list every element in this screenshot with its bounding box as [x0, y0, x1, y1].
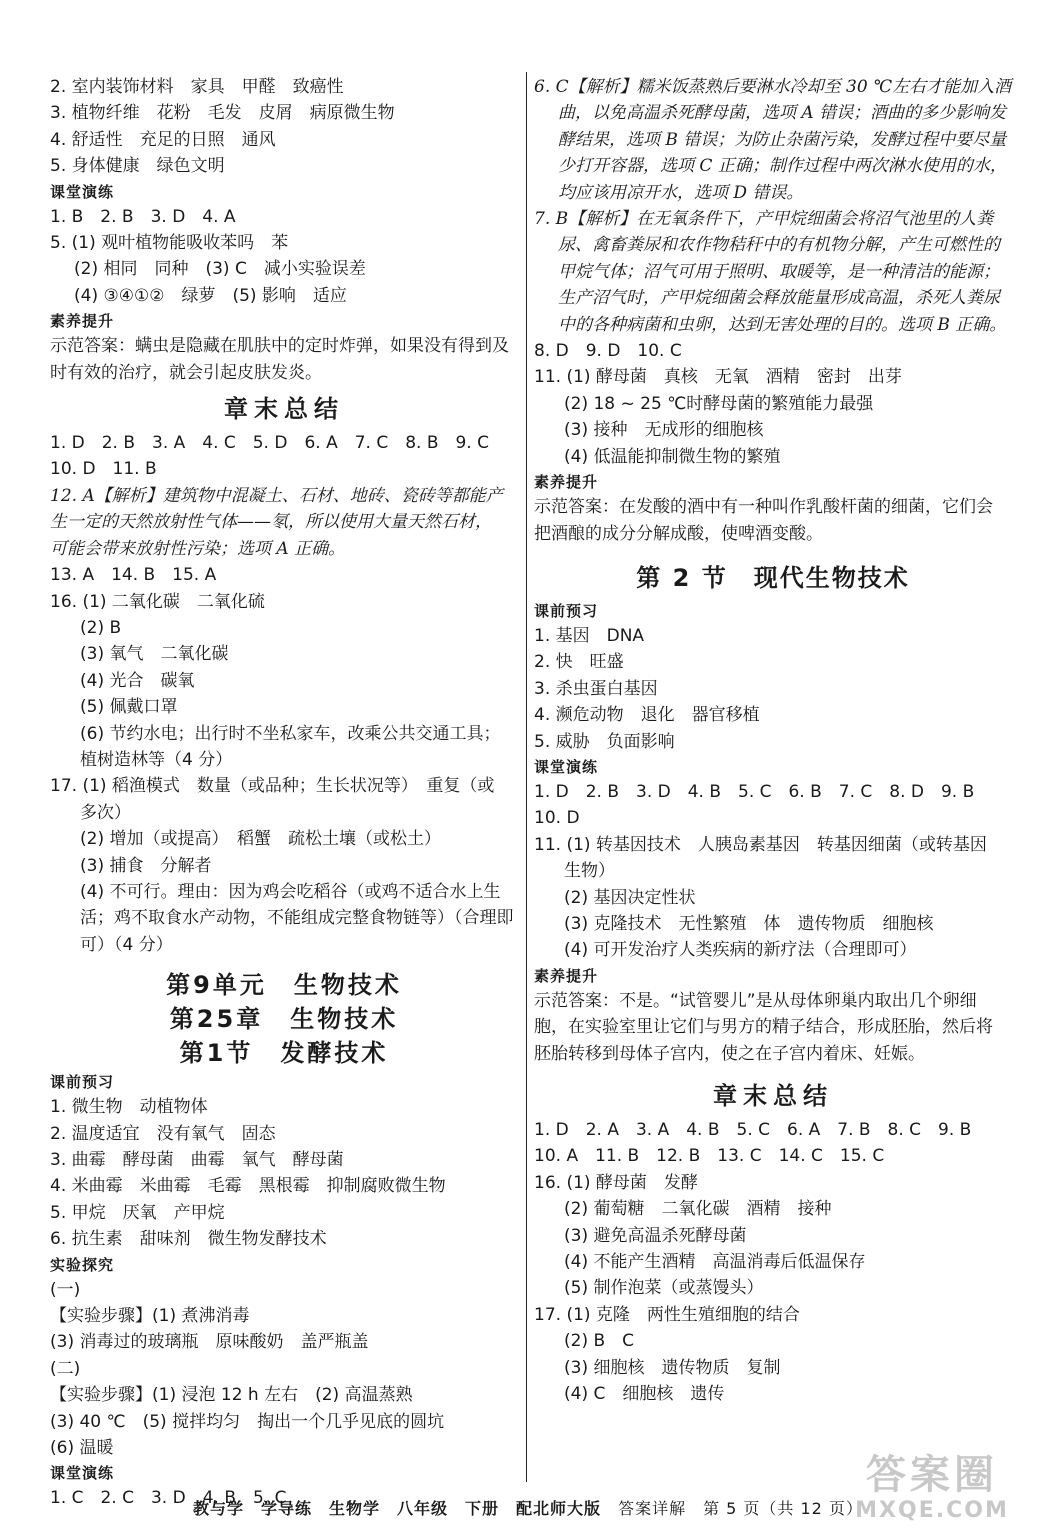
answer-line: (3) 消毒过的玻璃瓶 原味酸奶 盖严瓶盖 — [50, 1332, 369, 1353]
answer-line: 把酒酿的成分分解成酸，使啤酒变酸。 — [534, 523, 823, 544]
watermark-text: 答案圈 — [866, 1452, 998, 1498]
left-column — [50, 74, 518, 1512]
answer-line: (5) 佩戴口罩 — [80, 697, 178, 718]
answer-line: 植树造林等（4 分） — [80, 749, 233, 770]
answer-line: 1. D 2. B 3. D 4. B 5. C 6. B 7. C 8. D 9. B — [534, 781, 975, 802]
answer-line: 时有效的治疗，就会引起皮肤发炎。 — [50, 362, 322, 383]
answer-line: 1. D 2. A 3. A 4. B 5. C 6. A 7. B 8. C 9. B — [534, 1120, 972, 1140]
section-heading: 实验探究 — [50, 1255, 115, 1274]
explanation-line: 12. A【解析】建筑物中混凝土、石材、地砖、瓷砖等都能产 — [50, 485, 503, 506]
answer-line: 13. A 14. B 15. A — [50, 565, 217, 586]
answer-line: (2) 葡萄糖 二氧化碳 酒精 接种 — [564, 1199, 832, 1220]
answer-line: 10. D — [534, 808, 580, 829]
chapter-summary-title: 章末总结 — [224, 395, 344, 424]
answer-line: (3) 避免高温杀死酵母菌 — [564, 1225, 747, 1246]
answer-line: 2. 温度适宜 没有氧气 固态 — [50, 1123, 276, 1144]
explanation-line: 甲烷气体；沼气可用于照明、取暖等，是一种清洁的能源； — [558, 261, 1000, 282]
answer-line: (3) 细胞核 遗传物质 复制 — [564, 1357, 781, 1378]
answer-line: (二) — [50, 1358, 81, 1379]
explanation-line: 生产沼气时，产甲烷细菌会释放能量形成高温，杀死人粪尿 — [558, 288, 1000, 309]
answer-line: 多次） — [80, 802, 131, 823]
answer-line: (一) — [50, 1279, 81, 1300]
answer-line: 1. 基因 DNA — [534, 625, 645, 646]
explanation-line: 6. C【解析】糯米饭蒸熟后要淋水冷却至 30 ℃左右才能加入酒 — [534, 77, 1012, 97]
section-heading: 课堂演练 — [50, 1464, 115, 1483]
answer-line: (3) 接种 无成形的细胞核 — [564, 420, 764, 441]
answer-line: 可）（4 分） — [80, 934, 173, 955]
answer-line: (3) 40 ℃ (5) 搅拌均匀 掏出一个几乎见底的圆坑 — [50, 1411, 445, 1432]
answer-line: 4. 米曲霉 米曲霉 毛霉 黑根霉 抑制腐败微生物 — [50, 1176, 446, 1197]
answer-line: 16. (1) 二氧化碳 二氧化硫 — [50, 591, 265, 612]
answer-line: 示范答案：不是。“试管婴儿”是从母体卵巢内取出几个卵细 — [534, 990, 977, 1011]
answer-line: 5. 甲烷 厌氧 产甲烷 — [50, 1202, 225, 1223]
answer-line: 2. 室内装饰材料 家具 甲醛 致癌性 — [50, 77, 344, 97]
section-heading: 课前预习 — [50, 1073, 115, 1092]
unit-title: 第9单元 生物技术 — [166, 971, 402, 1000]
answer-line: 8. D 9. D 10. C — [534, 341, 682, 362]
answer-line: 11. (1) 酵母菌 真核 无氧 酒精 密封 出芽 — [534, 367, 902, 388]
answer-line: 6. 抗生素 甜味剂 微生物发酵技术 — [50, 1229, 327, 1250]
explanation-line: 均应该用凉开水，选项 D 错误。 — [558, 182, 804, 203]
answer-line: 生物） — [564, 861, 615, 882]
answer-line: 1. 微生物 动植物体 — [50, 1097, 208, 1118]
section-heading: 素养提升 — [534, 473, 599, 492]
explanation-line: 少打开容器，选项 C 正确；制作过程中两次淋水使用的水， — [558, 156, 1007, 177]
explanation-line: 中的各种病菌和虫卵，达到无害处理的目的。选项 B 正确。 — [558, 314, 1007, 335]
answer-line: 1. C 2. C 3. D 4. B 5. C — [50, 1488, 287, 1509]
explanation-line: 生一定的天然放射性气体——氡，所以使用大量天然石材， — [50, 512, 492, 533]
answer-line: (2) 增加（或提高） 稻蟹 疏松土壤（或松土） — [80, 829, 441, 850]
answer-line: 17. (1) 克隆 两性生殖细胞的结合 — [534, 1304, 800, 1325]
answer-line: 5. 身体健康 绿色文明 — [50, 156, 225, 177]
answer-line: 示范答案：螨虫是隐藏在肌肤中的定时炸弹，如果没有得到及 — [50, 336, 509, 357]
right-column — [534, 74, 1012, 1407]
answer-line: (4) ③④①② 绿萝 (5) 影响 适应 — [74, 285, 347, 306]
answer-line: (6) 节约水电；出行时不坐私家车，改乘公共交通工具； — [80, 723, 501, 744]
watermark-domain: MXQE.COM — [855, 1498, 1009, 1523]
answer-line: 胞，在实验室里让它们与男方的精子结合，形成胚胎，然后将 — [534, 1017, 993, 1038]
answer-line: (4) 可开发治疗人类疾病的新疗法（合理即可） — [564, 940, 917, 961]
answer-line: 4. 濒危动物 退化 器官移植 — [534, 705, 760, 726]
answer-line: 11. (1) 转基因技术 人胰岛素基因 转基因细菌（或转基因 — [534, 834, 987, 855]
answer-line: 10. A 11. B 12. B 13. C 14. C 15. C — [534, 1146, 885, 1167]
answer-line: 1. D 2. B 3. A 4. C 5. D 6. A 7. C 8. B 9. C — [50, 433, 489, 454]
section-heading: 课堂演练 — [534, 757, 599, 776]
section-heading: 素养提升 — [534, 966, 599, 985]
answer-line: 活；鸡不取食水产动物，不能组成完整食物链等）（合理即 — [80, 908, 514, 929]
chapter-title: 第25章 生物技术 — [169, 1005, 399, 1034]
answer-line: (3) 克隆技术 无性繁殖 体 遗传物质 细胞核 — [564, 913, 934, 934]
answer-line: 17. (1) 稻渔模式 数量（或品种；生长状况等） 重复（或 — [50, 776, 495, 797]
answer-line: 2. 快 旺盛 — [534, 652, 624, 673]
answer-line: (3) 氧气 二氧化碳 — [80, 644, 229, 665]
answer-line: 胚胎转移到母体子宫内，使之在子宫内着床、妊娠。 — [534, 1043, 925, 1064]
answer-line: 示范答案：在发酸的酒中有一种叫作乳酸杆菌的细菌，它们会 — [534, 497, 993, 518]
answer-line: 16. (1) 酵母菌 发酵 — [534, 1172, 698, 1193]
answer-line: 5. (1) 观叶植物能吸收苯吗 苯 — [50, 233, 289, 254]
explanation-line: 7. B【解析】在无氧条件下，产甲烷细菌会将沼气池里的人粪 — [534, 209, 994, 230]
answer-line: (4) 不可行。理由：因为鸡会吃稻谷（或鸡不适合水上生 — [80, 881, 501, 902]
chapter-summary-title: 章末总结 — [713, 1082, 833, 1110]
answer-line: (2) 18 ~ 25 ℃时酵母菌的繁殖能力最强 — [564, 393, 874, 414]
answer-line: (4) C 细胞核 遗传 — [564, 1384, 725, 1405]
answer-line: (6) 温暖 — [50, 1438, 114, 1459]
answer-line: 3. 曲霉 酵母菌 曲霉 氧气 酵母菌 — [50, 1150, 344, 1170]
section-heading: 素养提升 — [50, 312, 115, 331]
answer-line: (2) 基因决定性状 — [564, 887, 696, 908]
answer-line: (4) 不能产生酒精 高温消毒后低温保存 — [564, 1252, 866, 1273]
explanation-line: 可能会带来放射性污染；选项 A 正确。 — [50, 538, 346, 559]
answer-line: 4. 舒适性 充足的日照 通风 — [50, 129, 276, 150]
explanation-line: 酵结果，选项 B 错误；为防止杂菌污染，发酵过程中要尽量 — [558, 129, 1007, 150]
section-title: 第 2 节 现代生物技术 — [636, 563, 910, 592]
answer-line: 3. 杀虫蛋白基因 — [534, 678, 658, 699]
footer-book-title: 教与学 学导练 生物学 八年级 下册 配北师大版 — [193, 1499, 602, 1518]
section-heading: 课前预习 — [534, 601, 599, 620]
footer-page-number: 答案详解 第 5 页（共 12 页） — [601, 1499, 863, 1518]
section-title: 第1节 发酵技术 — [179, 1039, 389, 1068]
answer-line: 10. D 11. B — [50, 459, 157, 480]
answer-line: 【实验步骤】(1) 浸泡 12 h 左右 (2) 高温蒸熟 — [50, 1385, 413, 1406]
answer-line: (4) 光合 碳氧 — [80, 670, 195, 691]
answer-line: 5. 威胁 负面影响 — [534, 731, 675, 752]
section-heading: 课堂演练 — [50, 182, 115, 201]
explanation-line: 曲，以免高温杀死酵母菌，选项 A 错误；酒曲的多少影响发 — [558, 103, 1007, 124]
column-divider — [526, 72, 527, 1482]
watermark-logo — [832, 1452, 1032, 1536]
explanation-line: 尿、禽畜粪尿和农作物秸秆中的有机物分解，产生可燃性的 — [558, 235, 1000, 256]
answer-line: (2) B — [80, 617, 122, 638]
answer-line: 【实验步骤】(1) 煮沸消毒 — [50, 1306, 250, 1327]
answer-line: (4) 低温能抑制微生物的繁殖 — [564, 446, 781, 467]
answer-line: 3. 植物纤维 花粉 毛发 皮屑 病原微生物 — [50, 103, 395, 124]
answer-line: (2) B C — [564, 1331, 635, 1352]
answer-line: (5) 制作泡菜（或蒸馒头） — [564, 1278, 764, 1299]
answer-line: (3) 捕食 分解者 — [80, 855, 212, 876]
answer-line: 1. B 2. B 3. D 4. A — [50, 206, 236, 227]
answer-line: (2) 相同 同种 (3) C 减小实验误差 — [74, 259, 366, 280]
